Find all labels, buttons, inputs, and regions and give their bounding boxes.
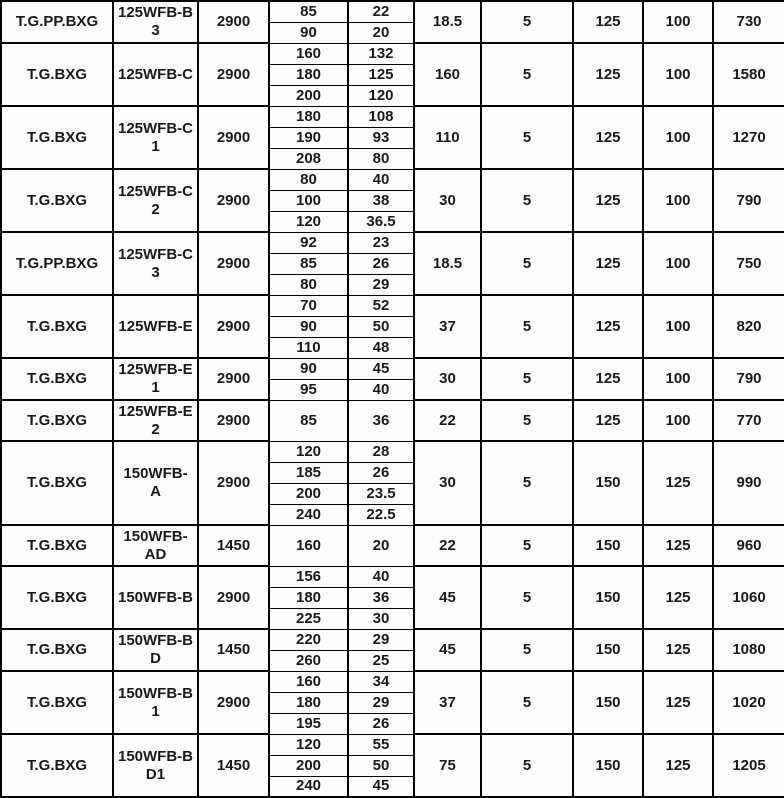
inlet-cell: 150 (573, 566, 643, 629)
brand-cell: T.G.BXG (1, 629, 113, 671)
weight-cell: 790 (713, 169, 784, 232)
head-cell: 40 (348, 379, 414, 400)
speed-cell: 2900 (198, 1, 269, 43)
table-row (1, 1, 784, 22)
stage-cell: 5 (481, 43, 573, 106)
speed-cell: 1450 (198, 525, 269, 566)
table-row (1, 734, 784, 755)
head-cell: 50 (348, 755, 414, 776)
model-cell: 150WFB- AD (113, 525, 198, 566)
weight-cell: 770 (713, 400, 784, 441)
head-cell: 38 (348, 190, 414, 211)
head-cell: 48 (348, 337, 414, 358)
brand-cell: T.G.BXG (1, 358, 113, 400)
speed-cell: 2900 (198, 295, 269, 358)
model-cell: 150WFB- A (113, 441, 198, 525)
inlet-cell: 125 (573, 43, 643, 106)
inlet-cell: 150 (573, 734, 643, 797)
model-cell: 150WFB-B 1 (113, 671, 198, 734)
head-cell: 20 (348, 525, 414, 566)
brand-cell: T.G.BXG (1, 169, 113, 232)
flow-cell: 200 (269, 483, 348, 504)
power-cell: 18.5 (414, 1, 481, 43)
table-row (1, 43, 784, 64)
brand-cell: T.G.BXG (1, 525, 113, 566)
head-cell: 26 (348, 462, 414, 483)
inlet-cell: 150 (573, 629, 643, 671)
head-cell: 30 (348, 608, 414, 629)
model-cell: 150WFB-B (113, 566, 198, 629)
head-cell: 40 (348, 169, 414, 190)
outlet-cell: 100 (643, 358, 713, 400)
head-cell: 36 (348, 587, 414, 608)
stage-cell: 5 (481, 441, 573, 525)
flow-cell: 90 (269, 316, 348, 337)
flow-cell: 180 (269, 692, 348, 713)
flow-cell: 185 (269, 462, 348, 483)
model-cell: 125WFB-E 2 (113, 400, 198, 441)
stage-cell: 5 (481, 295, 573, 358)
flow-cell: 92 (269, 232, 348, 253)
table-row (1, 295, 784, 316)
flow-cell: 190 (269, 127, 348, 148)
weight-cell: 960 (713, 525, 784, 566)
speed-cell: 2900 (198, 43, 269, 106)
flow-cell: 120 (269, 211, 348, 232)
flow-cell: 200 (269, 755, 348, 776)
flow-cell: 156 (269, 566, 348, 587)
flow-cell: 160 (269, 43, 348, 64)
flow-cell: 200 (269, 85, 348, 106)
speed-cell: 2900 (198, 566, 269, 629)
stage-cell: 5 (481, 734, 573, 797)
power-cell: 37 (414, 671, 481, 734)
brand-cell: T.G.BXG (1, 106, 113, 169)
head-cell: 26 (348, 253, 414, 274)
table-row (1, 169, 784, 190)
brand-cell: T.G.BXG (1, 441, 113, 525)
outlet-cell: 100 (643, 169, 713, 232)
power-cell: 45 (414, 629, 481, 671)
flow-cell: 225 (269, 608, 348, 629)
outlet-cell: 125 (643, 566, 713, 629)
flow-cell: 180 (269, 587, 348, 608)
head-cell: 80 (348, 148, 414, 169)
head-cell: 45 (348, 776, 414, 797)
flow-cell: 110 (269, 337, 348, 358)
flow-cell: 90 (269, 358, 348, 379)
brand-cell: T.G.PP.BXG (1, 1, 113, 43)
speed-cell: 2900 (198, 358, 269, 400)
flow-cell: 208 (269, 148, 348, 169)
weight-cell: 1060 (713, 566, 784, 629)
speed-cell: 2900 (198, 169, 269, 232)
power-cell: 18.5 (414, 232, 481, 295)
flow-cell: 100 (269, 190, 348, 211)
speed-cell: 2900 (198, 400, 269, 441)
head-cell: 22 (348, 1, 414, 22)
weight-cell: 990 (713, 441, 784, 525)
power-cell: 37 (414, 295, 481, 358)
outlet-cell: 100 (643, 106, 713, 169)
stage-cell: 5 (481, 106, 573, 169)
flow-cell: 220 (269, 629, 348, 650)
stage-cell: 5 (481, 169, 573, 232)
outlet-cell: 125 (643, 525, 713, 566)
model-cell: 125WFB-C 3 (113, 232, 198, 295)
flow-cell: 260 (269, 650, 348, 671)
weight-cell: 1205 (713, 734, 784, 797)
brand-cell: T.G.PP.BXG (1, 232, 113, 295)
head-cell: 40 (348, 566, 414, 587)
speed-cell: 1450 (198, 734, 269, 797)
head-cell: 50 (348, 316, 414, 337)
head-cell: 23 (348, 232, 414, 253)
inlet-cell: 150 (573, 441, 643, 525)
weight-cell: 790 (713, 358, 784, 400)
outlet-cell: 125 (643, 734, 713, 797)
power-cell: 30 (414, 441, 481, 525)
table-row (1, 441, 784, 462)
table-row (1, 358, 784, 379)
inlet-cell: 150 (573, 525, 643, 566)
head-cell: 22.5 (348, 504, 414, 525)
weight-cell: 1080 (713, 629, 784, 671)
head-cell: 120 (348, 85, 414, 106)
model-cell: 125WFB-E 1 (113, 358, 198, 400)
weight-cell: 750 (713, 232, 784, 295)
flow-cell: 180 (269, 106, 348, 127)
stage-cell: 5 (481, 1, 573, 43)
head-cell: 29 (348, 692, 414, 713)
inlet-cell: 150 (573, 671, 643, 734)
inlet-cell: 125 (573, 1, 643, 43)
speed-cell: 1450 (198, 629, 269, 671)
inlet-cell: 125 (573, 295, 643, 358)
table-row (1, 671, 784, 692)
outlet-cell: 100 (643, 1, 713, 43)
model-cell: 150WFB-B D1 (113, 734, 198, 797)
head-cell: 29 (348, 629, 414, 650)
outlet-cell: 125 (643, 671, 713, 734)
head-cell: 28 (348, 441, 414, 462)
stage-cell: 5 (481, 671, 573, 734)
inlet-cell: 125 (573, 169, 643, 232)
power-cell: 160 (414, 43, 481, 106)
head-cell: 108 (348, 106, 414, 127)
head-cell: 36 (348, 400, 414, 441)
power-cell: 30 (414, 358, 481, 400)
outlet-cell: 125 (643, 441, 713, 525)
head-cell: 55 (348, 734, 414, 755)
outlet-cell: 100 (643, 400, 713, 441)
power-cell: 110 (414, 106, 481, 169)
flow-cell: 70 (269, 295, 348, 316)
outlet-cell: 125 (643, 629, 713, 671)
brand-cell: T.G.BXG (1, 400, 113, 441)
power-cell: 22 (414, 525, 481, 566)
head-cell: 45 (348, 358, 414, 379)
brand-cell: T.G.BXG (1, 295, 113, 358)
stage-cell: 5 (481, 525, 573, 566)
table-row (1, 232, 784, 253)
table-row (1, 106, 784, 127)
stage-cell: 5 (481, 232, 573, 295)
weight-cell: 1270 (713, 106, 784, 169)
flow-cell: 120 (269, 734, 348, 755)
brand-cell: T.G.BXG (1, 43, 113, 106)
head-cell: 25 (348, 650, 414, 671)
stage-cell: 5 (481, 566, 573, 629)
flow-cell: 85 (269, 253, 348, 274)
weight-cell: 1020 (713, 671, 784, 734)
table-row (1, 566, 784, 587)
head-cell: 34 (348, 671, 414, 692)
brand-cell: T.G.BXG (1, 566, 113, 629)
brand-cell: T.G.BXG (1, 671, 113, 734)
table-row (1, 525, 784, 566)
head-cell: 52 (348, 295, 414, 316)
speed-cell: 2900 (198, 671, 269, 734)
weight-cell: 730 (713, 1, 784, 43)
stage-cell: 5 (481, 358, 573, 400)
flow-cell: 80 (269, 274, 348, 295)
outlet-cell: 100 (643, 43, 713, 106)
head-cell: 36.5 (348, 211, 414, 232)
speed-cell: 2900 (198, 232, 269, 295)
weight-cell: 1580 (713, 43, 784, 106)
table-row (1, 400, 784, 441)
power-cell: 45 (414, 566, 481, 629)
flow-cell: 80 (269, 169, 348, 190)
flow-cell: 120 (269, 441, 348, 462)
flow-cell: 240 (269, 776, 348, 797)
stage-cell: 5 (481, 400, 573, 441)
head-cell: 93 (348, 127, 414, 148)
model-cell: 125WFB-B 3 (113, 1, 198, 43)
flow-cell: 180 (269, 64, 348, 85)
power-cell: 75 (414, 734, 481, 797)
power-cell: 22 (414, 400, 481, 441)
flow-cell: 90 (269, 22, 348, 43)
table-row (1, 629, 784, 650)
head-cell: 23.5 (348, 483, 414, 504)
inlet-cell: 125 (573, 106, 643, 169)
model-cell: 125WFB-E (113, 295, 198, 358)
power-cell: 30 (414, 169, 481, 232)
head-cell: 29 (348, 274, 414, 295)
flow-cell: 195 (269, 713, 348, 734)
model-cell: 125WFB-C 2 (113, 169, 198, 232)
model-cell: 125WFB-C (113, 43, 198, 106)
head-cell: 132 (348, 43, 414, 64)
inlet-cell: 125 (573, 358, 643, 400)
model-cell: 125WFB-C 1 (113, 106, 198, 169)
inlet-cell: 125 (573, 232, 643, 295)
head-cell: 26 (348, 713, 414, 734)
flow-cell: 160 (269, 671, 348, 692)
weight-cell: 820 (713, 295, 784, 358)
speed-cell: 2900 (198, 441, 269, 525)
speed-cell: 2900 (198, 106, 269, 169)
model-cell: 150WFB-B D (113, 629, 198, 671)
flow-cell: 85 (269, 400, 348, 441)
outlet-cell: 100 (643, 295, 713, 358)
head-cell: 20 (348, 22, 414, 43)
inlet-cell: 125 (573, 400, 643, 441)
flow-cell: 95 (269, 379, 348, 400)
outlet-cell: 100 (643, 232, 713, 295)
flow-cell: 160 (269, 525, 348, 566)
pump-spec-table-body (1, 1, 784, 797)
head-cell: 125 (348, 64, 414, 85)
flow-cell: 240 (269, 504, 348, 525)
brand-cell: T.G.BXG (1, 734, 113, 797)
stage-cell: 5 (481, 629, 573, 671)
flow-cell: 85 (269, 1, 348, 22)
